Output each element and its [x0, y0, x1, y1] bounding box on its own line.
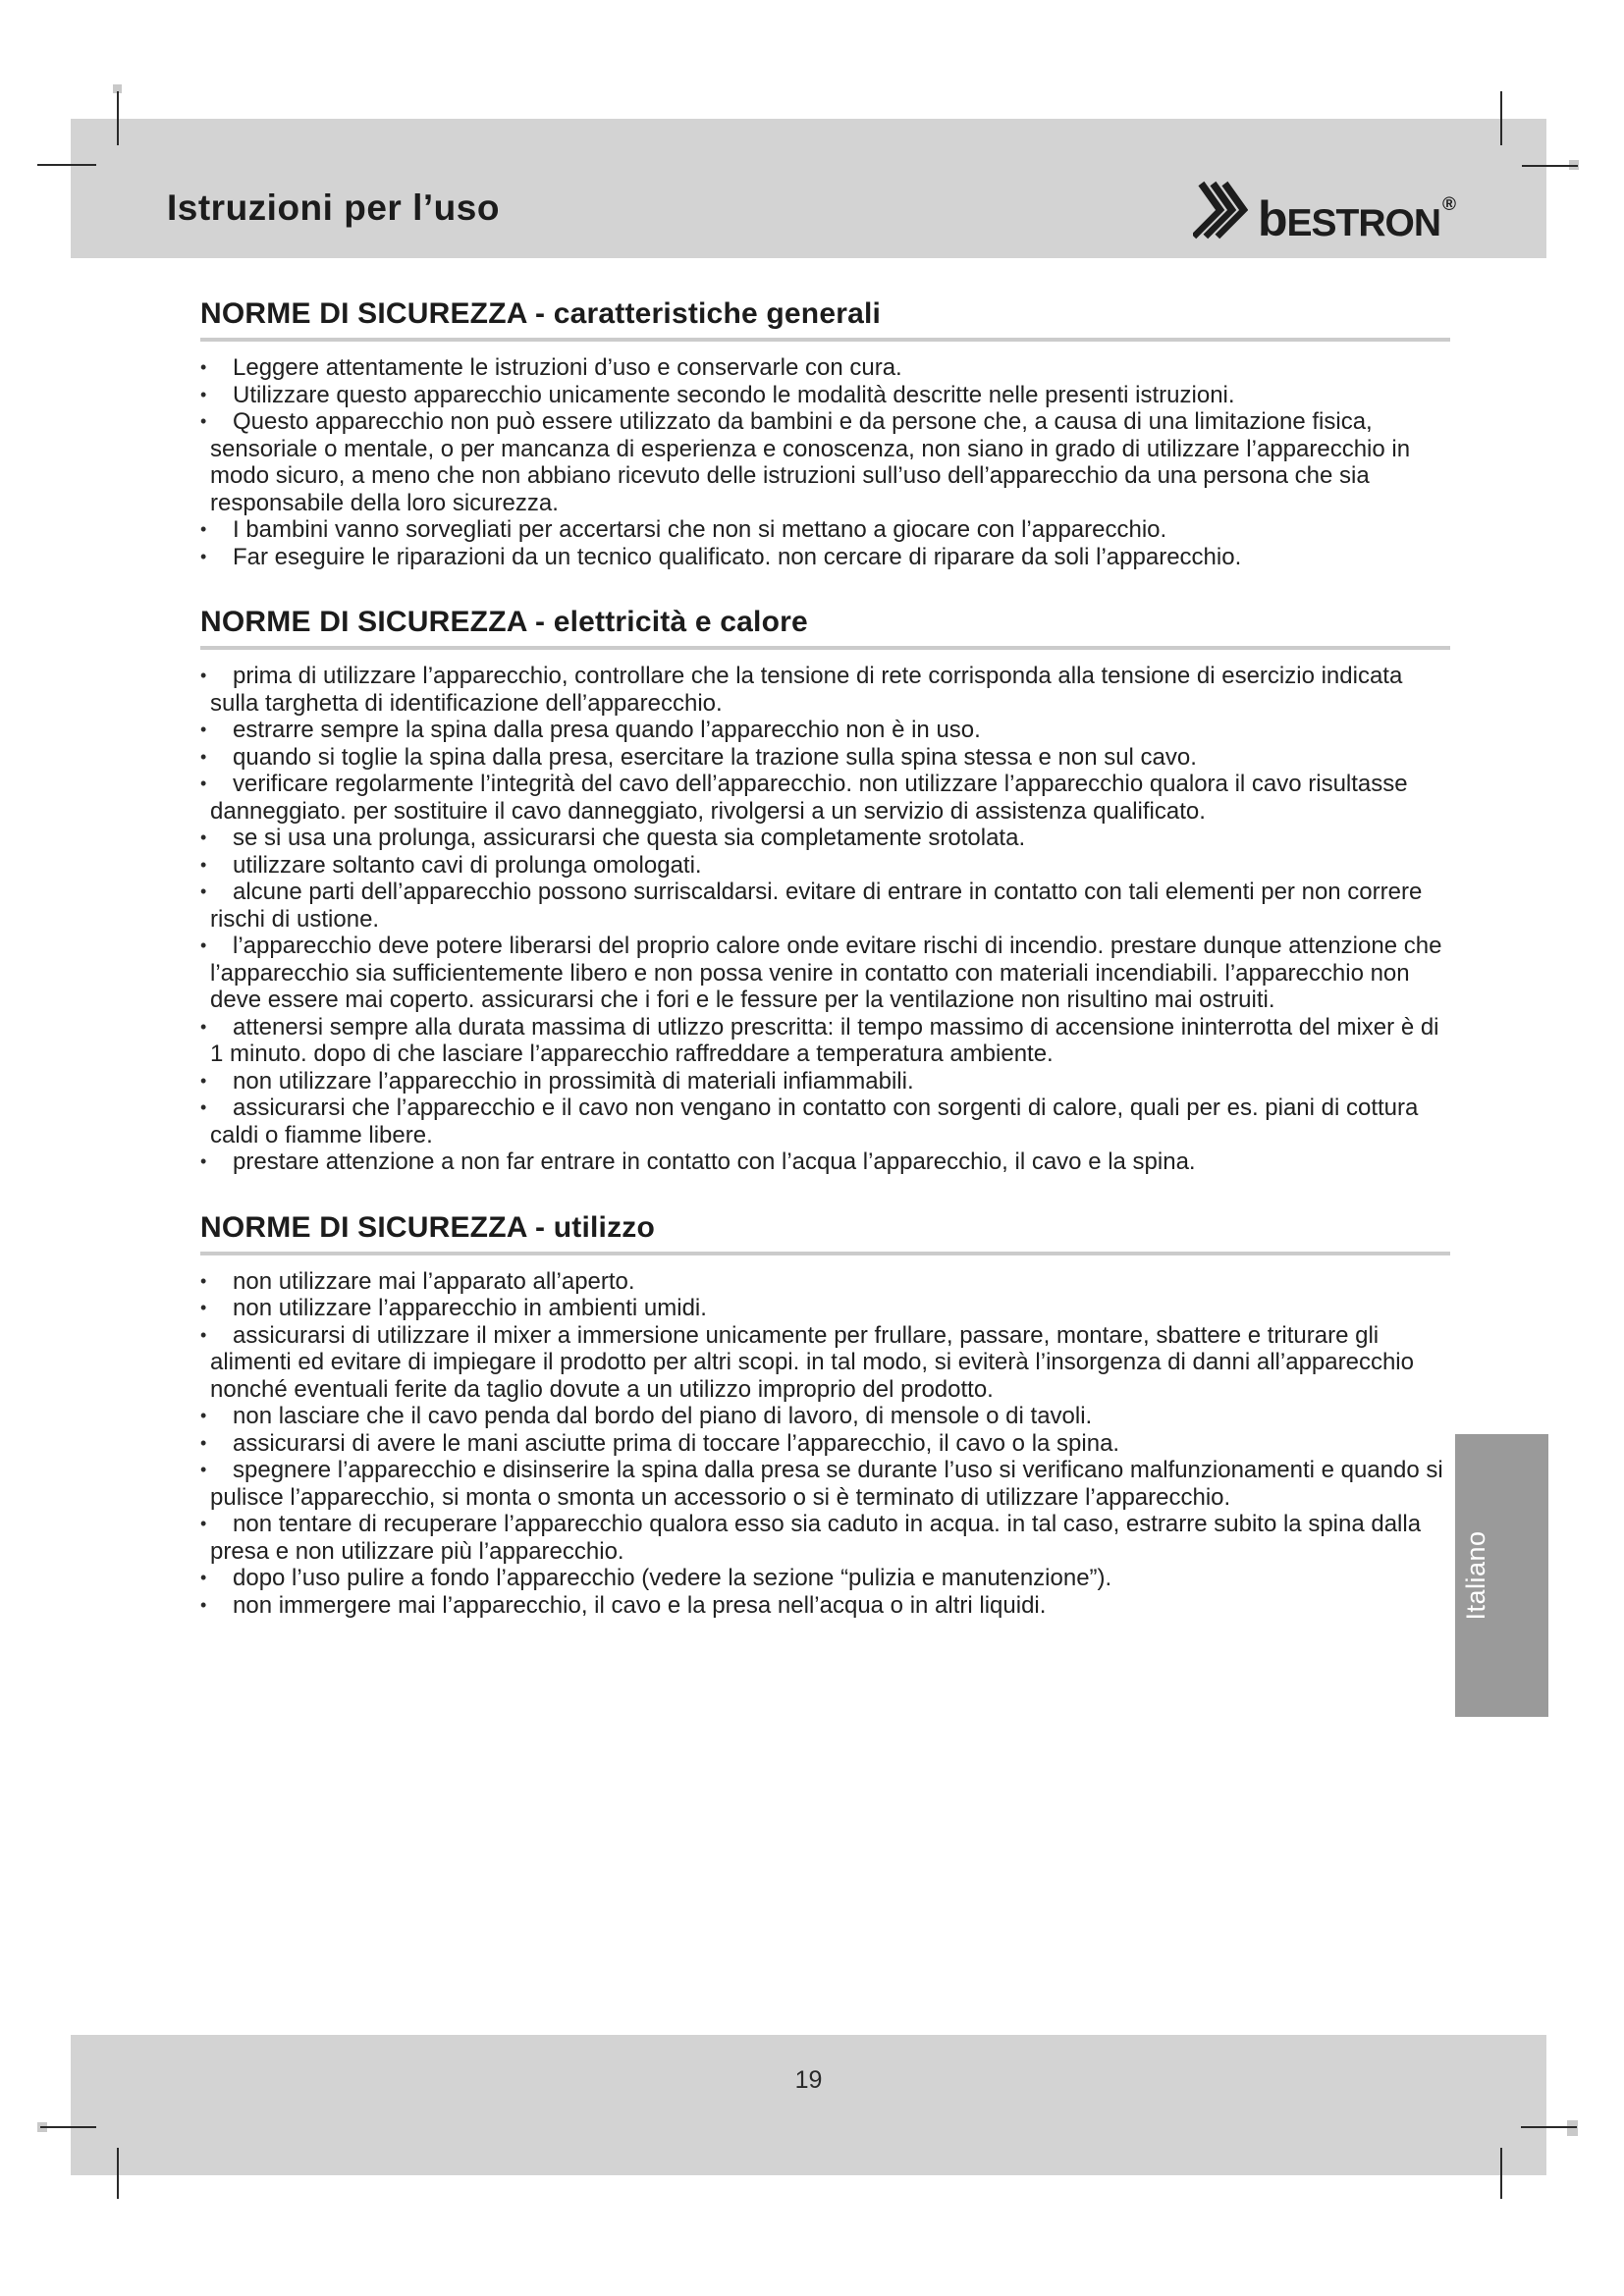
bullet-marker: • — [200, 1514, 207, 1533]
crop-mark-bottom-right-horizontal — [1521, 2126, 1577, 2128]
bullet-item — [200, 1295, 1450, 1322]
bullet-text: prima di utilizzare l’apparecchio, controllare che la tensione di rete corrisponda alla tensione di esercizio indicata sulla targhetta di identificazione dell’apparecchio. — [210, 663, 1403, 717]
brand-text-rest: ESTRON — [1286, 202, 1440, 244]
bullet-item — [200, 879, 1450, 933]
bullet-marker: • — [200, 666, 207, 685]
bullet-item — [200, 1511, 1450, 1565]
bullet-marker: • — [200, 1070, 207, 1091]
bullet-marker: • — [200, 519, 207, 539]
bullet-text: I bambini vanno sorvegliati per accertarsi che non si mettano a giocare con l’apparecchio. — [233, 516, 1167, 543]
bullet-text: assicurarsi che l’apparecchio e il cavo non vengano in contatto con sorgenti di calore, quali per es. piani di cottura caldi o fiamme libere. — [210, 1095, 1419, 1148]
bullet-text: Leggere attentamente le istruzioni d’uso e conservarle con cura. — [233, 354, 902, 381]
bullet-text: non tentare di recuperare l’apparecchio qualora esso sia caduto in acqua. in tal caso, estrarre subito la spina dalla presa e non utilizzare più l’apparecchio. — [210, 1511, 1422, 1565]
bullet-text: non utilizzare mai l’apparato all’aperto. — [233, 1267, 635, 1295]
bullet-text: se si usa una prolunga, assicurarsi che questa sia completamente srotolata. — [233, 825, 1026, 851]
bullet-text: l’apparecchio deve potere liberarsi del proprio calore onde evitare rischi di incendio. prestare dunque attenzione che l’apparecchio sia sufficientemente libero e non possa venire in contatto con materiali incendiabili. l’apparecchio non deve essere mai coperto. assicurarsi che i fori e le fessure per la ventilazione non risultino mai ostruiti. — [210, 933, 1442, 1013]
bullet-item — [200, 1429, 1450, 1458]
bullet-marker: • — [200, 546, 207, 566]
bullet-item — [200, 851, 1450, 880]
bullet-text: assicurarsi di utilizzare il mixer a immersione unicamente per frullare, passare, montare, sbattere e triturare gli alimenti ed evitare di impiegare il prodotto per altri scopi. in tal modo, si eviterà l’insorgenza di danni all’apparecchio nonché eventuali ferite da taglio dovute a un utilizzo improprio del prodotto. — [210, 1321, 1414, 1403]
bullet-marker: • — [200, 1270, 207, 1291]
section-heading: NORME DI SICUREZZA - elettricità e calore — [200, 606, 808, 638]
crop-mark-top-left-vertical — [117, 91, 119, 145]
language-tab — [1455, 1434, 1548, 1717]
bullet-marker: • — [200, 1568, 207, 1587]
section-heading: NORME DI SICUREZZA - utilizzo — [200, 1210, 655, 1244]
page-title: Istruzioni per l’uso — [167, 187, 500, 228]
bullet-text: utilizzare soltanto cavi di prolunga omologati. — [233, 851, 702, 879]
bullet-item — [200, 1067, 1450, 1095]
bullet-marker: • — [200, 828, 207, 847]
bullet-marker: • — [200, 1151, 207, 1171]
bullet-text: prestare attenzione a non far entrare in contatto con l’acqua l’apparecchio, il cavo e la spina. — [233, 1148, 1196, 1175]
heading-rule — [200, 338, 1450, 342]
chevron-icon — [1193, 180, 1248, 245]
section-heading: NORME DI SICUREZZA - caratteristiche generali — [200, 297, 882, 330]
crop-mark-top-right-horizontal — [1522, 165, 1578, 167]
bullet-marker: • — [200, 1016, 207, 1037]
bullet-text: Far eseguire le riparazioni da un tecnico qualificato. non cercare di riparare da soli l’apparecchio. — [233, 543, 1242, 570]
bullet-text: alcune parti dell’apparecchio possono surriscaldarsi. evitare di entrare in contatto con tali elementi per non correre rischi di ustione. — [210, 879, 1423, 933]
crop-mark-bottom-left-horizontal — [40, 2126, 96, 2128]
bullet-item — [200, 1095, 1450, 1148]
bullet-item — [200, 1148, 1450, 1176]
bullet-text: attenersi sempre alla durata massima di utlizzo prescritta: il tempo massimo di accensione ininterrotta del mixer è di 1 minuto. dopo di che lasciare l’apparecchio raffreddare a temperatura ambiente. — [210, 1013, 1439, 1067]
crop-mark-top-left-horizontal — [37, 164, 96, 166]
page-number: 19 — [794, 2066, 823, 2094]
bullet-text: non lasciare che il cavo penda dal bordo del piano di lavoro, di mensole o di tavoli. — [233, 1403, 1093, 1429]
bullet-marker: • — [200, 1298, 207, 1317]
brand-text-initial: b — [1257, 191, 1287, 246]
heading-rule — [200, 1252, 1450, 1255]
bullet-item — [200, 1403, 1450, 1430]
bullet-text: assicurarsi di avere le mani asciutte prima di toccare l’apparecchio, il cavo o la spina. — [233, 1429, 1120, 1457]
section-sicurezza-elettricita — [200, 606, 1450, 1176]
language-tab-label: Italiano — [1461, 1530, 1490, 1621]
bullet-item — [200, 771, 1450, 825]
bullet-marker: • — [200, 854, 207, 875]
bullet-item — [200, 717, 1450, 744]
bullet-text: Utilizzare questo apparecchio unicamente secondo le modalità descritte nelle presenti istruzioni. — [233, 381, 1235, 408]
bullet-item — [200, 381, 1450, 409]
bullet-marker: • — [200, 881, 207, 901]
bullet-text: spegnere l’apparecchio e disinserire la spina dalla presa se durante l’uso si verificano malfunzionamenti e quando si pulisce l’apparecchio, si monta o smonta un accessorio o si è terminato di utilizzare l’apparecchio. — [210, 1457, 1443, 1511]
crop-mark-bottom-left-vertical — [117, 2148, 119, 2199]
bullet-text: non immergere mai l’apparecchio, il cavo e la presa nell’acqua o in altri liquidi. — [233, 1591, 1047, 1619]
bullet-text: non utilizzare l’apparecchio in prossimità di materiali infiammabili. — [233, 1067, 914, 1095]
bullet-item — [200, 1591, 1450, 1620]
bullet-text: non utilizzare l’apparecchio in ambienti umidi. — [233, 1295, 707, 1321]
bullet-text: verificare regolarmente l’integrità del cavo dell’apparecchio. non utilizzare l’apparecchio qualora il cavo risultasse danneggiato. per sostituire il cavo danneggiato, rivolgersi a un servizio di assistenza qualificato. — [210, 771, 1408, 825]
bullet-item — [200, 543, 1450, 571]
bullet-marker: • — [200, 1324, 207, 1345]
bullet-item — [200, 354, 1450, 382]
bullet-item — [200, 1457, 1450, 1511]
bullet-item — [200, 1267, 1450, 1296]
crop-mark-bottom-right-vertical — [1500, 2148, 1502, 2199]
heading-rule — [200, 646, 1450, 650]
bullet-marker: • — [200, 384, 207, 404]
bullet-marker: • — [200, 774, 207, 793]
footer-bar — [71, 2035, 1546, 2175]
bullet-text: quando si toglie la spina dalla presa, esercitare la trazione sulla spina stessa e non sul cavo. — [233, 743, 1197, 771]
header-bar — [71, 119, 1546, 258]
brand-wordmark — [1258, 190, 1456, 247]
bullet-item — [200, 516, 1450, 544]
crop-mark-square-bottom-right — [1567, 2120, 1578, 2136]
content — [200, 297, 1450, 1619]
bullet-item — [200, 743, 1450, 772]
bullet-list — [200, 1267, 1450, 1620]
bullet-item — [200, 1321, 1450, 1404]
bullet-list — [200, 663, 1450, 1176]
bullet-list — [200, 354, 1450, 570]
bullet-marker: • — [200, 357, 207, 377]
crop-mark-top-right-vertical — [1500, 91, 1502, 145]
registered-mark: ® — [1442, 194, 1456, 215]
bullet-item — [200, 663, 1450, 717]
bullet-marker: • — [200, 1097, 207, 1117]
bullet-item — [200, 408, 1450, 516]
bullet-marker: • — [200, 1432, 207, 1453]
bullet-text: estrarre sempre la spina dalla presa quando l’apparecchio non è in uso. — [233, 717, 981, 743]
bullet-item — [200, 933, 1450, 1014]
bullet-item — [200, 1013, 1450, 1068]
bullet-text: Questo apparecchio non può essere utilizzato da bambini e da persone che, a causa di una limitazione fisica, sensoriale o mentale, o per mancanza di esperienza e conoscenza, non siano in grado di utilizzare l’apparecchio in modo sicuro, a meno che non abbiano ricevuto delle istruzioni sull’uso dell’apparecchio da una persona che sia responsabile della loro sicurezza. — [210, 408, 1411, 516]
bestron-logo — [1193, 180, 1456, 247]
bullet-marker: • — [200, 746, 207, 767]
bullet-marker: • — [200, 1460, 207, 1479]
bullet-marker: • — [200, 411, 207, 431]
bullet-item — [200, 825, 1450, 852]
bullet-item — [200, 1565, 1450, 1592]
section-sicurezza-generali — [200, 297, 1450, 570]
bullet-text: dopo l’uso pulire a fondo l’apparecchio (vedere la sezione “pulizia e manutenzione”). — [233, 1565, 1112, 1591]
bullet-marker: • — [200, 720, 207, 739]
bullet-marker: • — [200, 935, 207, 955]
section-sicurezza-utilizzo — [200, 1210, 1450, 1620]
bullet-marker: • — [200, 1594, 207, 1615]
bullet-marker: • — [200, 1406, 207, 1425]
